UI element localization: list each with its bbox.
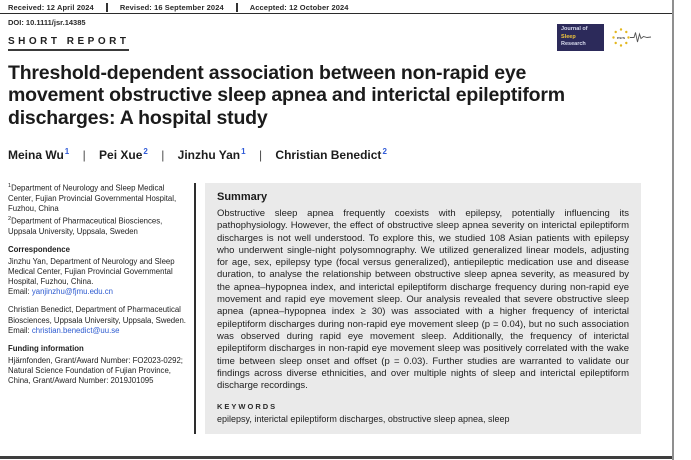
- author-name: Pei Xue: [99, 148, 143, 162]
- author-name: Meina Wu: [8, 148, 64, 162]
- manuscript-dates-row: [8, 3, 349, 12]
- affiliation: [8, 216, 188, 237]
- funding-heading: Funding information: [8, 343, 84, 353]
- author: [8, 148, 69, 162]
- keywords-heading: KEYWORDS: [217, 402, 278, 412]
- correspondence-text: Jinzhu Yan, Department of Neurology and Sleep Medical Center, Fujian Provincial Governmental Hospital, Fuzhou, China.: [8, 256, 175, 287]
- affiliation-sup: 1: [8, 183, 12, 189]
- correspondence-text: Christian Benedict, Department of Pharmaceutical Biosciences, Uppsala University, Uppsala, Sweden.: [8, 305, 186, 325]
- funding-text: Hjärnfonden, Grant/Award Number: FO2023-0292; Natural Science Foundation of Fujian Province, China, Grant/Award Number: 2019J01095: [8, 355, 183, 386]
- author-list: [8, 147, 387, 162]
- column-divider: [194, 183, 196, 434]
- author: [178, 148, 246, 162]
- author-separator: |: [161, 148, 165, 162]
- journal-logo-line1: Journal of: [561, 26, 588, 33]
- keywords: epilepsy, interictal epileptiform discharges, obstructive sleep apnea, sleep: [217, 414, 510, 425]
- esrs-society-logo-icon: [608, 24, 652, 51]
- date-separator: [106, 3, 108, 12]
- summary-body: Obstructive sleep apnea frequently coexists with epilepsy, potentially influencing its pathophysiology. However, the effect of obstructive sleep apnea severity on interictal epileptiform discharges is not well understood. To explore this, we studied 108 Asian patients with epilepsy who underwent single-night polysomnography. We utilized generalized linear models, adjusting for age, sex, epilepsy type (focal versus generalized), antiepileptic medication use and disease duration, to analyse the relationship between obstructive sleep apnea severity, as measured by the apnea–hypopnea index, and interictal epileptiform discharge frequency during non-rapid eye movement and rapid eye movement sleep. Our analysis revealed that severe obstructive sleep apnea (apnea–hypopnea index ≥ 30) was associated with a higher frequency of interictal epileptiform discharges during non-rapid eye movement sleep (p = 0.04), but no such association was observed during rapid eye movement sleep. Additionally, the frequency of interictal epileptiform discharges in non-rapid eye movement sleep was positively correlated with the wake time between sleep onset and offset (p = 0.03). Further studies are warranted to validate our findings across diverse ethnicities, and over multiple nights of sleep and interictal epileptiform discharge recordings.: [217, 208, 629, 392]
- revised-date: Revised: 16 September 2024: [119, 3, 224, 12]
- page-edge-line: [672, 0, 674, 460]
- email-label: Email:: [8, 287, 32, 297]
- journal-of-sleep-research-logo: [557, 24, 604, 51]
- author-affiliation-sup: 1: [64, 147, 70, 156]
- affiliation-text: Department of Pharmaceutical Biosciences, Uppsala University, Uppsala, Sweden: [8, 216, 163, 236]
- page-title: Threshold-dependent association between non-rapid eye movement obstructive sleep apnea and interictal epileptiform discharges: A hospital study: [8, 62, 565, 129]
- summary-box: [205, 183, 641, 434]
- email-link[interactable]: christian.benedict@uu.se: [31, 325, 120, 335]
- author-name: Christian Benedict: [275, 148, 382, 162]
- affiliation: [8, 183, 188, 214]
- email-link[interactable]: yanjinzhu@fjmu.edu.cn: [31, 287, 114, 297]
- author: [99, 148, 148, 162]
- bottom-rule: [0, 456, 672, 459]
- correspondence-heading: Correspondence: [8, 244, 70, 254]
- correspondence-entry: [8, 305, 188, 335]
- affiliation-text: Department of Neurology and Sleep Medical Center, Fujian Provincial Governmental Hospital, Fuzhou, China: [8, 183, 177, 213]
- journal-logos: [557, 24, 652, 51]
- author-affiliation-sup: 2: [382, 147, 387, 156]
- journal-logo-line3: Research: [561, 41, 586, 48]
- author-separator: |: [258, 148, 263, 162]
- doi: DOI: 10.1111/jsr.14385: [8, 18, 86, 27]
- author-name: Jinzhu Yan: [177, 148, 241, 162]
- date-separator: [236, 3, 238, 12]
- author-affiliation-sup: 1: [241, 147, 246, 156]
- svg-text:esrs: esrs: [616, 35, 626, 40]
- header-rule: [0, 13, 673, 14]
- author-affiliation-sup: 2: [143, 147, 148, 156]
- accepted-date: Accepted: 12 October 2024: [249, 3, 349, 12]
- correspondence-entry: [8, 257, 188, 298]
- metadata-column: [8, 183, 188, 434]
- author-separator: |: [82, 148, 86, 162]
- affiliation-sup: 2: [8, 215, 12, 222]
- received-date: Received: 12 April 2024: [8, 3, 94, 12]
- article-type-label: SHORT REPORT: [8, 36, 129, 51]
- journal-logo-line2: Sleep: [561, 33, 576, 40]
- author: [275, 148, 386, 162]
- article-front-matter: [8, 183, 672, 434]
- email-label: Email:: [8, 325, 32, 335]
- summary-heading: Summary: [217, 191, 268, 203]
